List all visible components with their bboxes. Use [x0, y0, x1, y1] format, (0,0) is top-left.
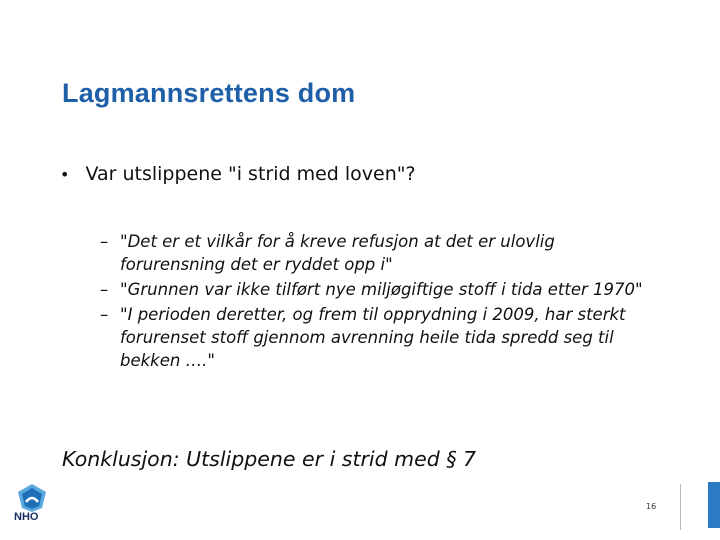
nho-logo-text: NHO	[14, 511, 39, 523]
sub-bullet-text: "Grunnen var ikke tilført nye miljøgiftige stoff i tida etter 1970"	[120, 280, 643, 299]
bullet-dot: •	[60, 165, 70, 184]
bullet-item	[60, 163, 416, 187]
dash-marker: –	[100, 305, 109, 324]
sub-bullet-text: "I perioden deretter, og frem til opprydning i 2009, har sterkt forurenset stoff gjennom avrenning heile tida spredd seg til bekken …."	[120, 305, 626, 370]
sub-bullet-item	[100, 278, 660, 301]
conclusion-text: Konklusjon: Utslippene er i strid med § 7	[62, 447, 477, 471]
accent-bar	[708, 482, 720, 528]
dash-marker: –	[100, 232, 109, 251]
sub-bullet-item	[100, 230, 660, 276]
sub-bullet-item	[100, 303, 660, 372]
sub-bullet-list	[100, 230, 660, 374]
slide-title: Lagmannsrettens dom	[62, 78, 356, 108]
page-number: 16	[646, 502, 657, 511]
footer-divider	[680, 484, 681, 530]
sub-bullet-text: "Det er et vilkår for å kreve refusjon at det er ulovlig forurensning det er ryddet opp i"	[120, 232, 555, 274]
dash-marker: –	[100, 280, 109, 299]
bullet-text: Var utslippene "i strid med loven"?	[85, 163, 416, 185]
